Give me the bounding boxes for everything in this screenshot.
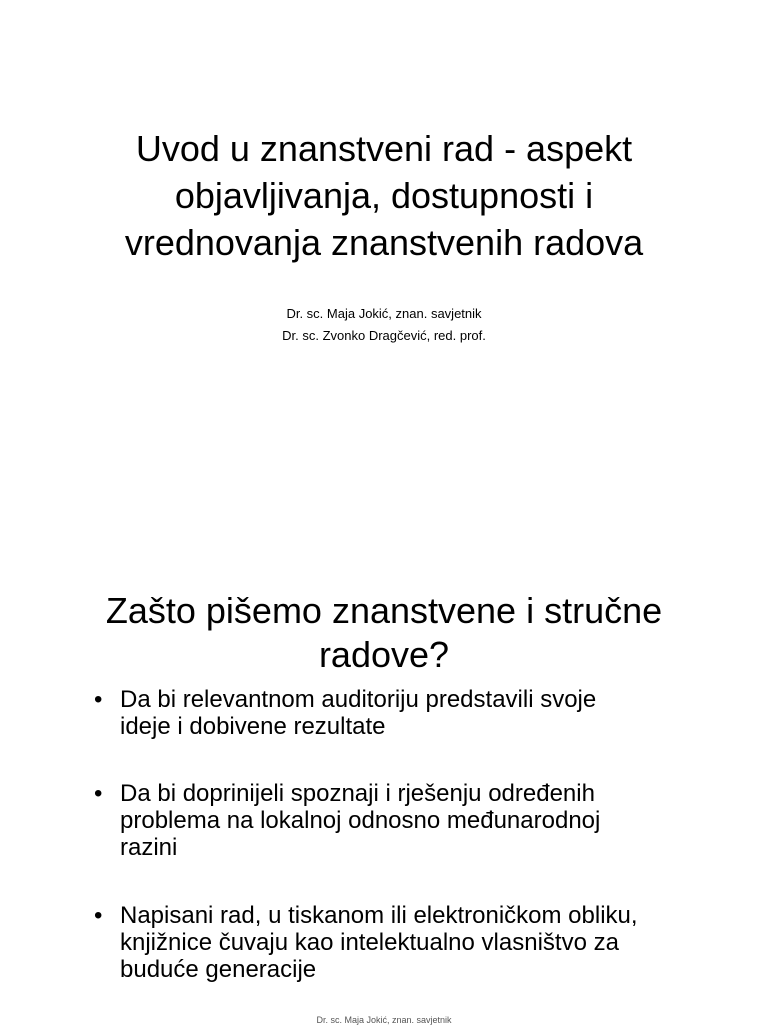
title-line: vrednovanja znanstvenih radova — [124, 222, 644, 263]
bullet-text-line: Napisani rad, u tiskanom ili elektroničkom obliku, — [120, 902, 638, 929]
bullet-item — [92, 902, 712, 983]
bullet-text-line: Da bi doprinijeli spoznaji i rješenju određenih — [120, 780, 595, 807]
slide-heading — [0, 589, 768, 677]
title-line: objavljivanja, dostupnosti i — [174, 175, 594, 216]
presentation-title — [0, 125, 768, 266]
bullet-text-line: buduće generacije — [120, 956, 317, 983]
bullet-text-line: Da bi relevantnom auditoriju predstavili svoje — [120, 686, 597, 713]
slide-title-page — [0, 0, 768, 512]
author-line: Dr. sc. Maja Jokić, znan. savjetnik — [286, 306, 482, 321]
heading-line: radove? — [318, 634, 450, 675]
bullet-dot-icon: • — [94, 902, 103, 929]
bullet-text-line: ideje i dobivene rezultate — [120, 713, 386, 740]
author-line: Dr. sc. Zvonko Dragčević, red. prof. — [282, 328, 486, 343]
heading-line: Zašto pišemo znanstvene i stručne — [105, 590, 663, 631]
bullet-dot-icon: • — [94, 686, 103, 713]
title-line: Uvod u znanstveni rad - aspekt — [135, 128, 633, 169]
bullet-text-line: problema na lokalnoj odnosno međunarodnoj — [120, 807, 601, 834]
bullet-item — [92, 686, 712, 740]
bullet-dot-icon: • — [94, 780, 103, 807]
bullet-item — [92, 780, 712, 861]
author-list — [0, 303, 768, 347]
bullet-text-line: knjižnice čuvaju kao intelektualno vlasništvo za — [120, 929, 619, 956]
slide-why-write — [0, 512, 768, 1024]
bullet-text-line: razini — [120, 834, 178, 861]
slide-footer: Dr. sc. Maja Jokić, znan. savjetnik — [316, 1015, 452, 1025]
bullet-list — [92, 686, 712, 1023]
